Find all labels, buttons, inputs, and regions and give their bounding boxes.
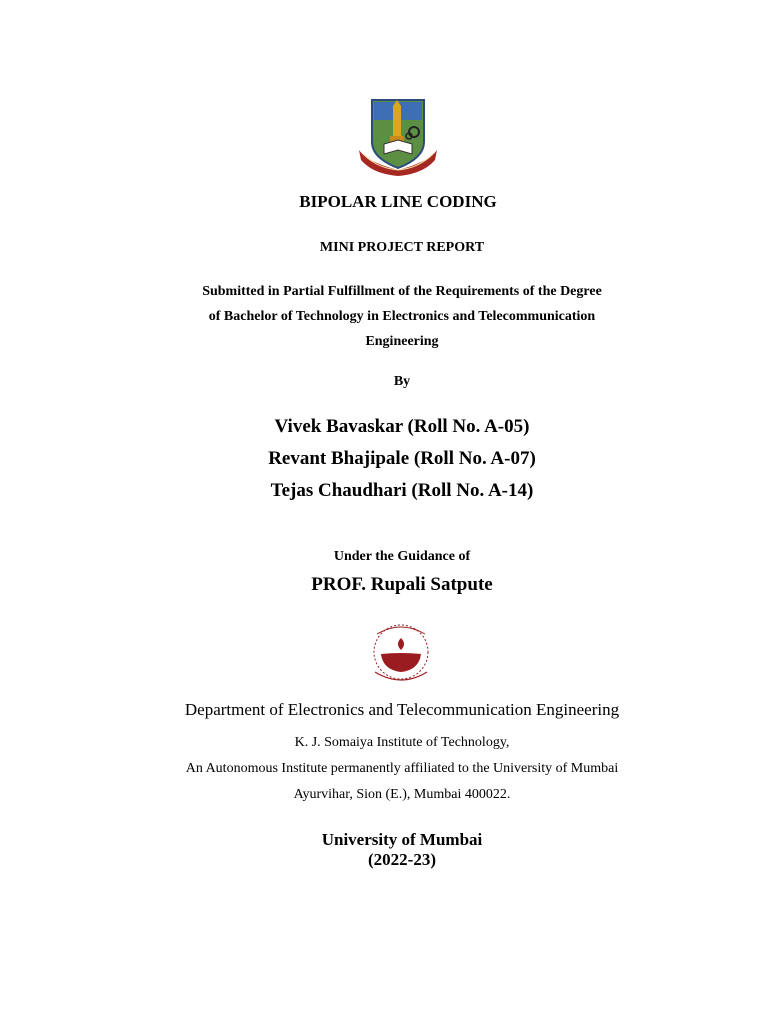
author-name: Revant Bhajipale (Roll No. A-07) <box>268 448 536 469</box>
institute-line: K. J. Somaiya Institute of Technology, <box>294 735 510 750</box>
institute-details <box>18 730 768 808</box>
guide-name: PROF. Rupali Satpute <box>311 574 493 595</box>
university-name: University of Mumbai <box>321 830 483 849</box>
academic-year: (2022-23) <box>368 850 436 869</box>
author-name: Vivek Bavaskar (Roll No. A-05) <box>274 416 530 437</box>
university-block <box>18 830 768 870</box>
report-type: MINI PROJECT REPORT <box>319 240 485 255</box>
submission-line: of Bachelor of Technology in Electronics and Telecommunication <box>208 309 596 324</box>
submission-line: Engineering <box>365 334 439 349</box>
department-name: Department of Electronics and Telecommunication Engineering <box>184 700 620 719</box>
project-title: BIPOLAR LINE CODING <box>299 192 497 211</box>
somaiya-logo <box>361 622 441 686</box>
by-label: By <box>393 374 411 389</box>
author-name: Tejas Chaudhari (Roll No. A-14) <box>270 480 534 501</box>
institute-line: An Autonomous Institute permanently affiliated to the University of Mumbai <box>185 761 619 776</box>
author-list <box>18 411 768 507</box>
university-crest-logo <box>357 98 439 178</box>
submission-statement <box>18 279 768 354</box>
guidance-label: Under the Guidance of <box>333 549 471 564</box>
institute-line: Ayurvihar, Sion (E.), Mumbai 400022. <box>293 787 511 802</box>
submission-line: Submitted in Partial Fulfillment of the Requirements of the Degree <box>202 284 602 299</box>
